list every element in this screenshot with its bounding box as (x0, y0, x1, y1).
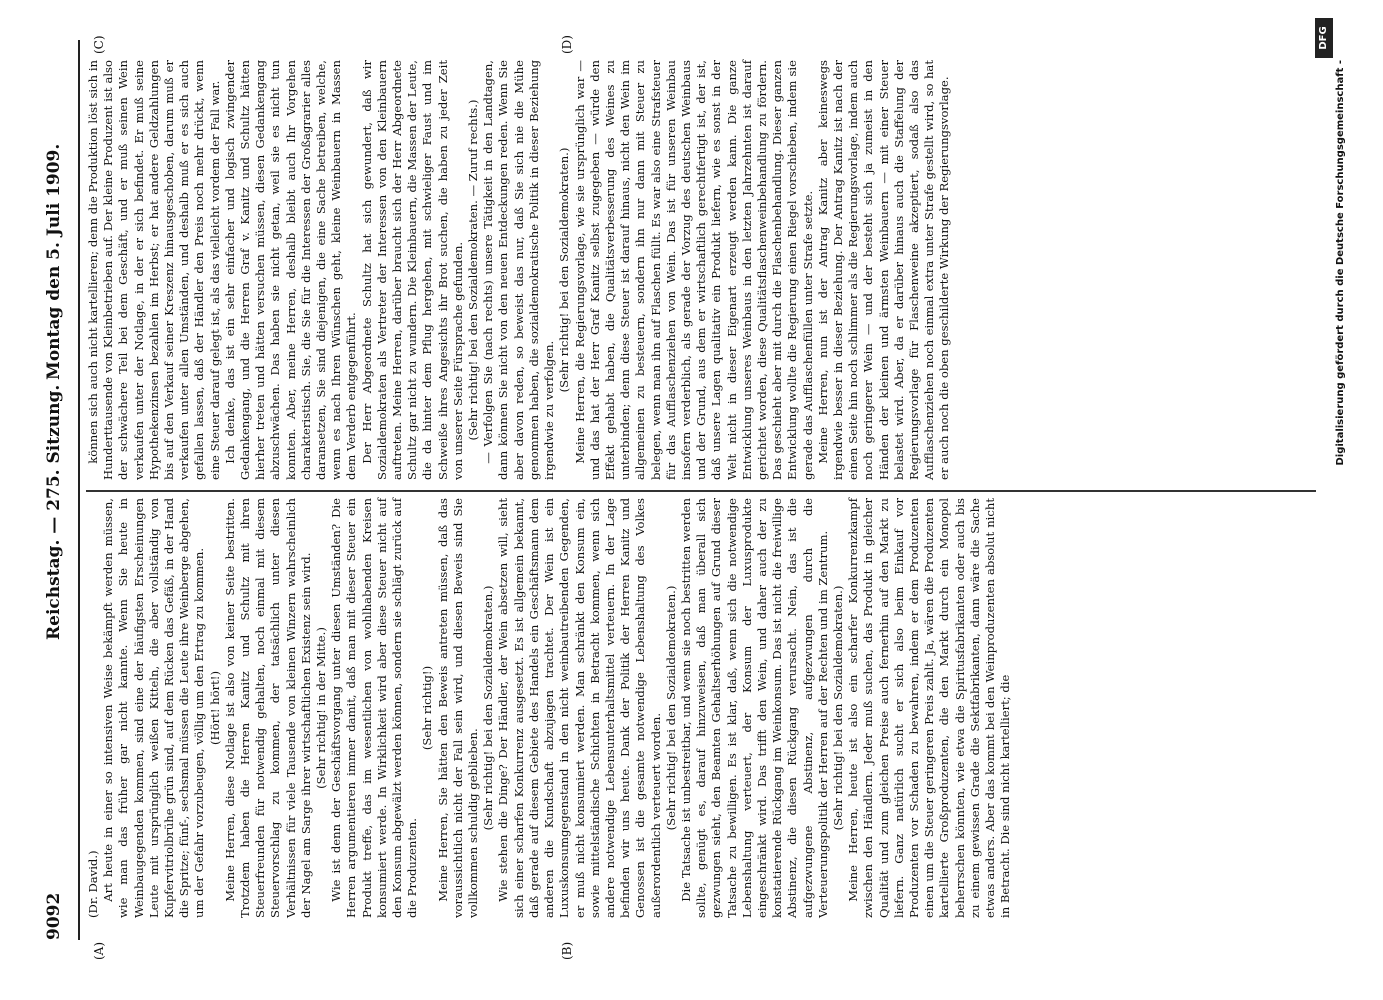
paragraph: (Hört! hört!) (207, 671, 222, 745)
header-rule (78, 40, 80, 940)
page-header (44, 40, 74, 940)
paragraph: — Verfolgen Sie (nach rechts) unsere Tätigkeit in den Landtagen, dann können Sie nicht von den neuen Entdeckungen reden. Wenn Sie aber davon reden, so beweist das nur, daß Sie sich nie die Mühe genommen haben, die sozialdemokratische Politik in dieser Beziehung irgendwie zu verfolgen. (481, 60, 557, 480)
paragraph: können sich auch nicht kartellieren; denn die Produktion löst sich in Hunderttausende von Kleinbetrieben auf. Der kleine Produzent ist also der schwächere Teil bei dem Geschäft, und er muß seinen Wein verkaufen unter der Notlage, in der er sich befindet. Er muß seine Hypothekenzinsen bezahlen im Herbst; er hat andere Geldzahlungen bis auf den Verkauf seiner Kreszenz hinausgeschoben, darum muß er verkaufen unter allen Umständen, und deshalb muß er es sich auch gefallen lassen, daß der Händler den Preis noch mehr drückt, wenn eine Steuer darauf gelegt ist, als das vielleicht vordem der Fall war. (86, 60, 222, 480)
column-rule (86, 491, 1316, 493)
paragraph: (Sehr richtig! bei den Sozialdemokraten.) (663, 585, 678, 831)
page-number: 9092 (44, 892, 64, 940)
margin-marker-c: (C) (92, 35, 106, 54)
paragraph: Wie stehen die Dinge? Der Händler, der Wein absetzen will, sieht sich einer scharfen Konkurrenz ausgesetzt. Es ist allgemein bekannt, daß gerade auf diesem Gebiete des Handels ein Geschäftsmann dem anderen die Kundschaft abzujagen trachtet. Der Wein ist ein Luxuskonsumgegenstand in den nicht weinbautreibenden Gegenden, er muß nicht konsumiert werden. Man schränkt den Konsum ein, sowie mittelständische Schichten in Betracht kommen, wenn sich andere notwendige Lebensunterhaltsmittel verteuern. In der Lage befinden wir uns heute. Dank der Politik der Herren Kanitz und Genossen ist die gesamte notwendige Lebenshaltung des Volkes außerordentlich verteuert worden. (496, 498, 663, 918)
paragraph: Meine Herren, Sie hätten den Beweis antreten müssen, daß das voraussichtlich nicht der Fall sein wird, und diesen Beweis sind Sie vollkommen schuldig geblieben. (435, 498, 481, 918)
paragraph: Meine Herren, die Regierungsvorlage, wie sie ursprünglich war — und das hat der Herr Graf Kanitz selbst zugegeben — würde den Effekt gehabt haben, die Qualitätsverbesserung des Weines zu unterbinden; denn diese Steuer ist darauf hinaus, nicht den Wein im allgemeinen zu besteuern, sondern ihn nur dann mit Steuer zu belegen, wenn man ihn auf Flaschen füllt. Es war also eine Strafsteuer für das Aufflaschenziehen von Wein. Das ist für unseren Weinbau insofern verderblich, als gerade der Vorzug des deutschen Weinbaus und der Grund, aus dem er wirtschaftlich gerechtfertigt ist, der ist, daß unsere Lagen qualitativ ein Produkt liefern, wie es sonst in der Welt nicht in dieser Eigenart erzeugt werden kann. Die ganze Entwicklung unseres Weinbaus in den letzten Jahrzehnten ist darauf gerichtet worden, diese Qualitätsflaschenweinbehandlung zu fördern. Das geschieht aber mit durch die Flaschenbehandlung. Dieser ganzen Entwicklung wollte die Regierung einen Riegel vorschieben, indem sie gerade das Aufflaschenfüllen unter Strafe setzte. (572, 60, 815, 480)
text-column-left (86, 498, 1013, 918)
text-column-right (86, 60, 953, 480)
paragraph: Der Herr Abgeordnete Schultz hat sich gewundert, daß wir Sozialdemokraten als Vertreter der Interessen von den Kleinbauern auftreten. Meine Herren, darüber braucht sich der Herr Abgeordnete Schultz gar nicht zu wundern. Die Kleinbauern, die Massen der Leute, die da hinter dem Pflug hergehen, mit schwieliger Faust und im Schweiße ihres Angesichts ihr Brot suchen, die haben zu jeder Zeit von unserer Seite Fürsprache gefunden. (359, 60, 465, 480)
paragraph: Ich denke, das ist ein sehr einfacher und logisch zwingender Gedankengang, und die Herren Graf v. Kanitz und Schultz hätten hierher treten und hätten versuchen müssen, diesen Gedankengang abzuschwächen. Das haben sie nicht getan, weil sie es nicht tun konnten. Aber, meine Herren, deshalb bleibt auch Ihr Vorgehen charakteristisch. Sie, die Sie für die Interessen der Großagrarier alles daransetzen, Sie sind diejenigen, die eine Sache betreiben, welche, wenn es nach Ihren Wünschen geht, kleine Weinbauern in Massen dem Verderb entgegenführt. (222, 60, 359, 480)
margin-marker-a: (A) (92, 941, 106, 960)
paragraph: (Sehr richtig! bei den Sozialdemokraten. — Zuruf rechts.) (466, 99, 481, 441)
paragraph: (Sehr richtig! bei den Sozialdemokraten.) (481, 585, 496, 831)
paragraph: (Sehr richtig! in der Mitte.) (314, 627, 329, 789)
paragraph: (Sehr richtig!) (420, 665, 435, 751)
digitization-credit: Digitalisierung gefördert durch die Deutsche Forschungsgemeinschaft - (1335, 60, 1346, 466)
paragraph: (Sehr richtig! bei den Sozialdemokraten.) (557, 147, 572, 393)
dfg-logo: DFG (1315, 18, 1333, 58)
margin-marker-b: (B) (560, 941, 574, 960)
paragraph: Die Tatsache ist unbestreitbar, und wenn sie noch bestritten werden sollte, genügt es, darauf hinzuweisen, daß man überall sich gezwungen sieht, den Beamten Gehaltserhöhungen auf Grund dieser Tatsache zu bewilligen. Es ist klar, daß, wenn sich die notwendige Lebenshaltung verteuert, der Konsum der Luxusprodukte eingeschränkt wird. Das trifft den Wein, und daher auch der zu konstatierende Rückgang im Weinkonsum. Das ist nicht die freiwillige Abstinenz, die diesen Rückgang verursacht. Nein, das ist die aufgezwungene Abstinenz, aufgezwungen durch die Verteuerungspolitik der Herren auf der Rechten und im Zentrum. (678, 498, 830, 918)
paragraph: Meine Herren, diese Notlage ist also von keiner Seite bestritten. Trotzdem haben die Herren Kanitz und Schultz mit ihren Steuerfreunden für notwendig gehalten, noch einmal mit diesem Steuervorschlag zu kommen, der tatsächlich unter diesen Verhältnissen für viele Tausende von kleinen Winzern wahrscheinlich der Nagel am Sarge ihrer wirtschaftlichen Existenz sein wird. (222, 498, 313, 918)
margin-marker-d: (D) (560, 35, 574, 54)
header-session: Reichstag. — 275. Sitzung. (44, 384, 64, 640)
paragraph: (Dr. David.) (86, 850, 100, 918)
paragraph: Wie ist denn der Geschäftsvorgang unter diesen Umständen? Die Herren argumentieren immer damit, daß man mit dieser Steuer ein Produkt treffe, das im wesentlichen von wohlhabenden Kreisen konsumiert werde. In Wirklichkeit wird aber diese Steuer nicht auf den Konsum abgewälzt werden können, sondern sie schlägt zurück auf die Produzenten. (329, 498, 420, 918)
paragraph: Art heute in einer so intensiven Weise bekämpft werden müssen, wie man das früher gar nicht kannte. Wenn Sie heute in Weinbaugegenden kommen, sind eine der häufigsten Erscheinungen Leute mit ursprünglich weißen Kitteln, die aber vollständig von Kupfervitriolbrühe grün sind, auf dem Rücken das Gefäß, in der Hand die Spritze; fünf-, sechsmal müssen die Leute ihre Weinberge abgehen, um der Gefahr vorzubeugen, völlig um den Ertrag zu kommen. (101, 498, 207, 918)
paragraph: (Sehr richtig! bei den Sozialdemokraten.) (830, 585, 845, 831)
paragraph: Meine Herren, heute ist also ein scharfer Konkurrenzkampf zwischen den Händlern. Jeder muß suchen, das Produkt in gleicher Qualität und zum gleichen Preise auch fernerhin auf den Markt zu liefern. Ganz natürlich sucht er sich also beim Einkauf vor Produzenten vor Schaden zu bewahren, indem er dem Produzenten einen um die Steuer geringeren Preis zahlt. Ja, wären die Produzenten kartellierte Großproduzenten, die den Markt durch ein Monopol beherrschen könnten, wie etwa die Spiritusfabrikanten oder auch bis zu einem gewissen Grade die Sektfabrikanten, dann wäre die Sache etwas anders. Aber das kommt bei den Weinproduzenten absolut nicht in Betracht. Die sind nicht kartelliert; die (846, 498, 1013, 918)
header-date: Montag den 5. Juli 1909. (44, 143, 64, 380)
paragraph: Meine Herren, nun ist der Antrag Kanitz aber keineswegs irgendwie besser in dieser Beziehung. Der Antrag Kanitz ist nach der einen Seite hin noch schlimmer als die Regierungsvorlage, indem auch noch geringerer Wein — und der besteht sich ja zumeist in den Händen der kleinen und ärmsten Weinbauern — mit einer Steuer belastet wird. Aber, da er darüber hinaus auch die Staffelung der Regierungsvorlage für Flaschenweine akzeptiert, sodaß also das Aufflaschenziehen noch einmal extra unter Strafe gestellt wird, so hat er auch noch die oben geschilderte Wirkung der Regierungsvorlage. (815, 60, 952, 480)
